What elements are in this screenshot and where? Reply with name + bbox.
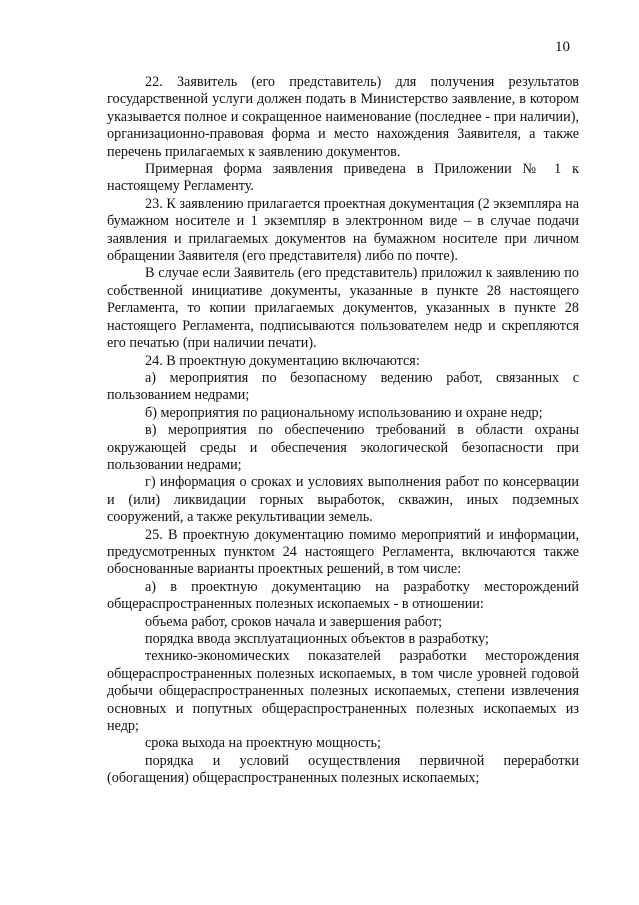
- paragraph-form-note: Примерная форма заявления приведена в Приложении № 1 к настоящему Регламенту.: [107, 161, 579, 195]
- paragraph-25-a-item-4: срока выхода на проектную мощность;: [145, 735, 381, 752]
- page-number: 10: [555, 39, 570, 55]
- paragraph-22: 22. Заявитель (его представитель) для получения результатов государственной услуги должен подать в Министерство заявление, в котором указывается полное и сокращенное наименование (последнее - при наличии), организационно-правовая форма и место нахождения Заявителя, а также перечень прилагаемых к заявлению документов.: [107, 74, 579, 160]
- paragraph-24: 24. В проектную документацию включаются:: [145, 352, 420, 369]
- paragraph-24-g: г) информация о сроках и условиях выполнения работ по консервации и (или) ликвидации горных выработок, скважин, иных подземных сооружений, а также рекультивации земель.: [107, 474, 579, 526]
- paragraph-25: 25. В проектную документацию помимо мероприятий и информации, предусмотренных пунктом 24 настоящего Регламента, включаются также обоснованные варианты проектных решений, в том числе:: [107, 526, 579, 578]
- paragraph-23-initiative: В случае если Заявитель (его представитель) приложил к заявлению по собственной инициативе документы, указанные в пункте 28 настоящего Регламента, то копии прилагаемых документов, указанных в пункте 28 настоящего Регламента, подписываются пользователем недр и скрепляются его печатью (при наличии печати).: [107, 265, 579, 352]
- paragraph-24-a: а) мероприятия по безопасному ведению работ, связанных с пользованием недрами;: [107, 369, 579, 404]
- paragraph-25-a-item-1: объема работ, сроков начала и завершения работ;: [145, 613, 443, 630]
- document-body: [107, 74, 579, 788]
- paragraph-25-a: а) в проектную документацию на разработку месторождений общераспространенных полезных ископаемых - в отношении:: [107, 578, 579, 613]
- paragraph-25-a-item-3: технико-экономических показателей разработки месторождения общераспространенных полезных ископаемых, в том числе уровней годовой добычи общераспространенных полезных ископаемых, степени извлечения основных и попутных общераспространенных полезных ископаемых из недр;: [107, 648, 579, 735]
- paragraph-23: 23. К заявлению прилагается проектная документация (2 экземпляра на бумажном носителе и 1 экземпляр в электронном виде – в случае подачи заявления и прилагаемых документов на бумажном носителе при личном обращении Заявителя (его представителя) либо по почте).: [107, 195, 579, 265]
- paragraph-25-a-item-2: порядка ввода эксплуатационных объектов в разработку;: [145, 631, 489, 647]
- paragraph-24-b: б) мероприятия по рациональному использованию и охране недр;: [145, 404, 543, 421]
- paragraph-25-a-item-5: порядка и условий осуществления первичной переработки (обогащения) общераспространенных полезных ископаемых;: [107, 752, 579, 787]
- paragraph-24-v: в) мероприятия по обеспечению требований в области охраны окружающей среды и обеспечения экологической безопасности при пользовании недрами;: [107, 422, 579, 473]
